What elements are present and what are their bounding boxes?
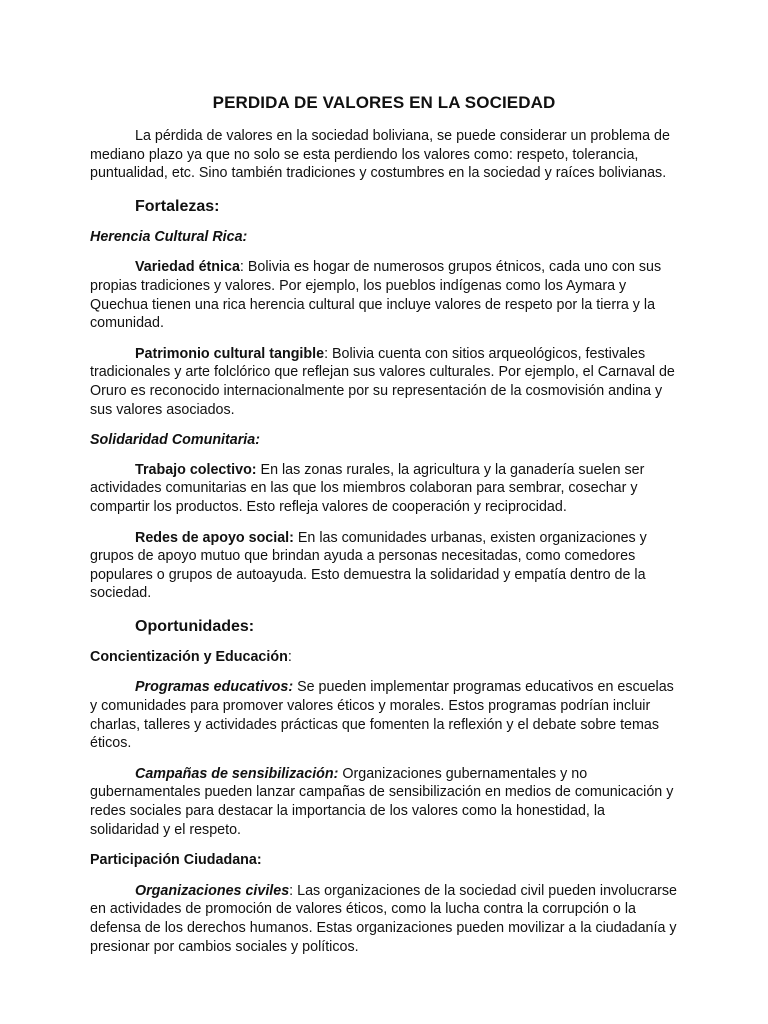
page-title: PERDIDA DE VALORES EN LA SOCIEDAD	[212, 93, 556, 112]
trabajo-colectivo-term: Trabajo colectivo:	[135, 461, 257, 478]
herencia-heading: Herencia Cultural Rica:	[90, 228, 248, 245]
organizaciones-civiles-paragraph	[90, 882, 678, 956]
organizaciones-civiles-term: Organizaciones civiles	[135, 882, 290, 899]
programas-educativos-term: Programas educativos:	[135, 679, 294, 696]
participacion-heading: Participación Ciudadana:	[90, 852, 262, 869]
patrimonio-text: : Bolivia cuenta con sitios arqueológicos, festivales tradicionales y arte folclórico que reflejan sus valores culturales. Por ejemplo, el Carnaval de Oruro es reconocido internacionalmente por su representación de la cosmovisión andina y sus valores asociados.	[90, 345, 675, 418]
redes-apoyo-term: Redes de apoyo social:	[135, 529, 294, 546]
campanas-paragraph	[90, 765, 678, 839]
concientizacion-heading-bold: Concientización y Educación	[90, 648, 288, 665]
solidaridad-heading: Solidaridad Comunitaria:	[90, 432, 260, 449]
redes-apoyo-text: En las comunidades urbanas, existen organizaciones y grupos de apoyo mutuo que brindan ayuda a personas necesitadas, como comedores populares o grupos de autoayuda. Esto demuestra la solidaridad y empatía dentro de la sociedad.	[90, 529, 647, 602]
campanas-text: Organizaciones gubernamentales y no gubernamentales pueden lanzar campañas de sensibilización en medios de comunicación y redes sociales para destacar la importancia de los valores como la honestidad, la solidaridad y el respeto.	[90, 765, 674, 838]
intro-paragraph: La pérdida de valores en la sociedad boliviana, se puede considerar un problema de mediano plazo ya que no solo se esta perdiendo los valores como: respeto, tolerancia, puntualidad, etc. Sino también tradiciones y costumbres en la sociedad y raíces bolivianas.	[90, 128, 670, 182]
programas-educativos-paragraph	[90, 678, 678, 752]
concientizacion-heading	[90, 648, 678, 667]
programas-educativos-text: Se pueden implementar programas educativos en escuelas y comunidades para promover valores éticos y morales. Estos programas podrían incluir charlas, talleres y actividades prácticas que fomenten la reflexión y el debate sobre temas éticos.	[90, 679, 674, 752]
organizaciones-civiles-text: : Las organizaciones de la sociedad civil pueden involucrarse en actividades de promoción de valores éticos, como la lucha contra la corrupción o la defensa de los derechos humanos. Estas organizaciones pueden movilizar a la ciudadanía y presionar por cambios sociales y políticos.	[90, 882, 678, 955]
concientizacion-heading-tail: :	[287, 648, 292, 665]
redes-apoyo-paragraph	[90, 529, 678, 603]
patrimonio-term: Patrimonio cultural tangible	[135, 345, 325, 362]
variedad-etnica-term: Variedad étnica	[135, 259, 240, 276]
variedad-etnica-text: : Bolivia es hogar de numerosos grupos étnicos, cada uno con sus propias tradiciones y valores. Por ejemplo, los pueblos indígenas como los Aymara y Quechua tienen una rica herencia cultural que incluye valores de respeto por la tierra y la comunidad.	[90, 259, 662, 332]
patrimonio-paragraph	[90, 345, 678, 419]
trabajo-colectivo-text: En las zonas rurales, la agricultura y la ganadería suelen ser actividades comunitarias en las que los miembros colaboran para sembrar, cosechar y compartir los productos. Esto refleja valores de cooperación y reciprocidad.	[90, 461, 645, 515]
fortalezas-heading: Fortalezas:	[135, 197, 220, 215]
oportunidades-heading: Oportunidades:	[135, 617, 255, 635]
variedad-etnica-paragraph	[90, 258, 678, 332]
campanas-term: Campañas de sensibilización:	[135, 765, 339, 782]
trabajo-colectivo-paragraph	[90, 461, 678, 517]
